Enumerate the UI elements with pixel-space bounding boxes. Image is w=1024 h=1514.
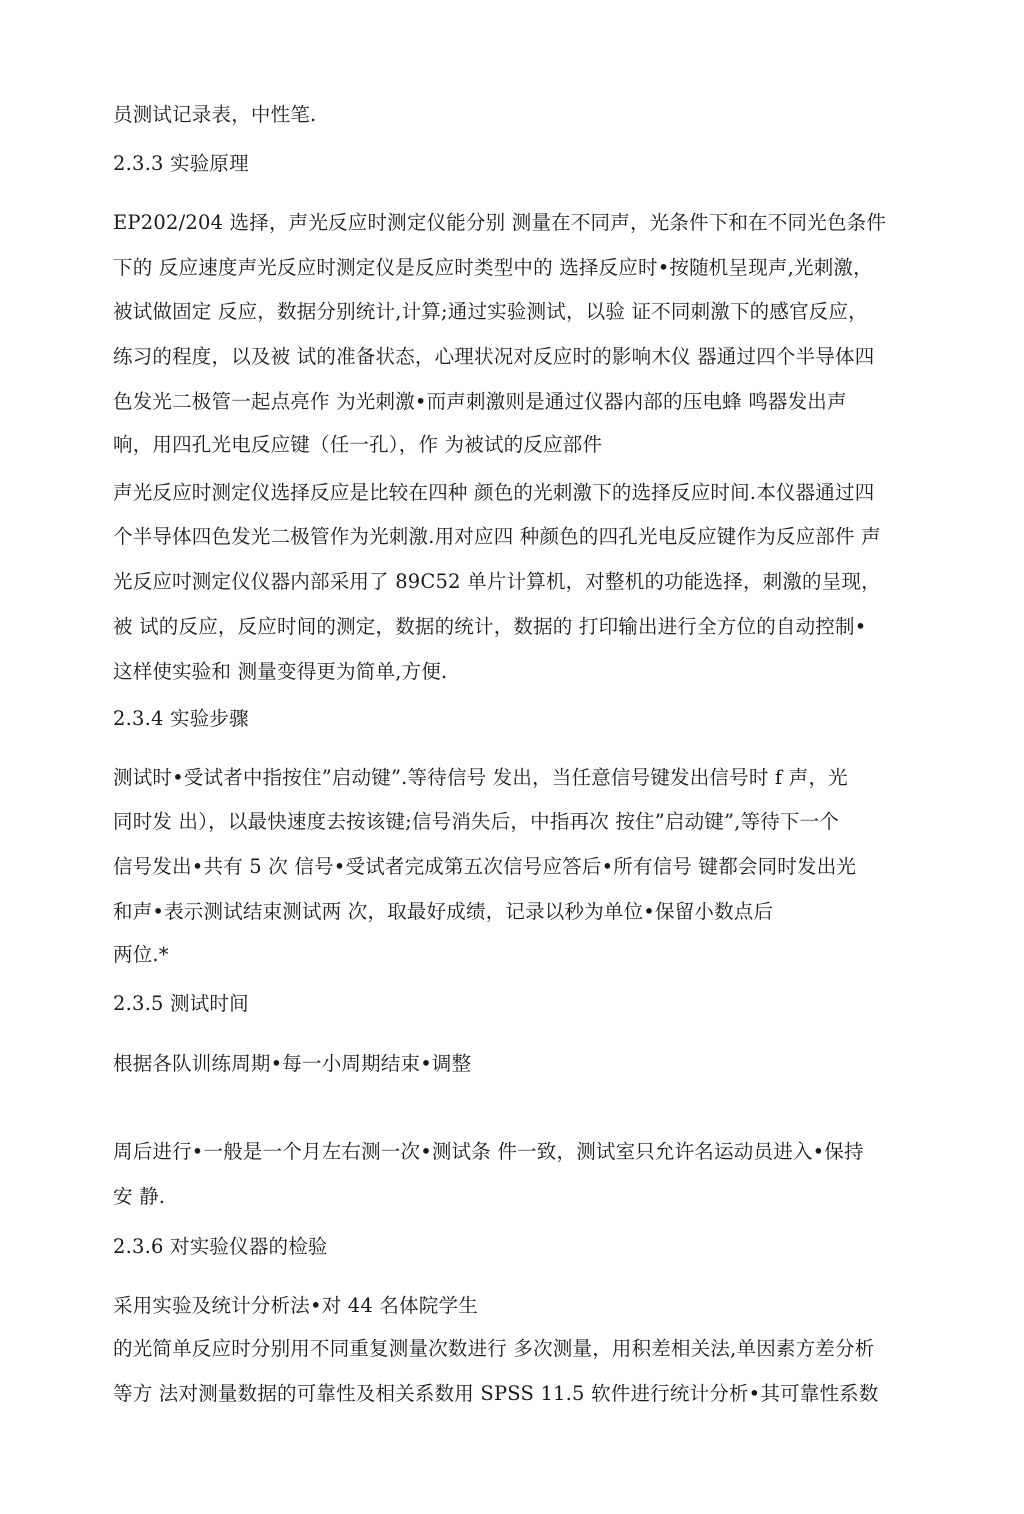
text-line: 声光反应时测定仪选择反应是比较在四种 颜色的光刺激下的选择反应时间.本仪器通过四 xyxy=(113,481,875,504)
text-line: 这样使实验和 测量变得更为简单,方便. xyxy=(113,660,448,683)
text-line: 下的 反应速度声光反应时测定仪是反应时类型中的 选择反应时•按随机呈现声,光刺激， xyxy=(113,256,873,279)
text-line: 周后进行•一般是一个月左右测一次•测试条 件一致，测试室只允许名运动员进入•保持 xyxy=(113,1140,864,1163)
section-heading: 2.3.3 实验原理 xyxy=(113,152,249,175)
text-line: 光反应吋测定仪仪器内部采用了 89C52 单片计算机，对整机的功能选择，刺激的呈现， xyxy=(113,570,881,593)
text-line: 根据各队训练周期•每一小周期结束•调整 xyxy=(113,1052,472,1075)
text-line: EP202/204 选择，声光反应时测定仪能分别 测量在不同声，光条件下和在不同光色条件 xyxy=(113,211,887,234)
text-line: 采用实验及统计分析法•对 44 名体院学生 xyxy=(113,1294,478,1317)
text-line: 信号发出•共有 5 次 信号•受试者完成第五次信号应答后•所有信号 键都会同时发出光 xyxy=(113,855,857,878)
text-line: 两位.* xyxy=(113,943,169,966)
text-line: 响，用四孔光电反应键（任一孔），作 为被试的反应部件 xyxy=(113,433,603,456)
text-line: 和声•表示测试结束测试两 次，取最好成绩，记录以秒为单位•保留小数点后 xyxy=(113,900,774,923)
text-line: 安 静. xyxy=(113,1185,166,1208)
text-line: 色发光二极管一起点亮作 为光刺激•而声刺激则是通过仪器内部的压电蜂 鸣器发出声 xyxy=(113,390,847,413)
section-heading: 2.3.4 实验步骤 xyxy=(113,707,249,730)
text-line: 个半导体四色发光二极管作为光刺激.用对应四 种颜色的四孔光电反应键作为反应部件 声 xyxy=(113,525,881,548)
section-heading: 2.3.5 测试时间 xyxy=(113,992,249,1015)
text-line: 同时发 出），以最快速度去按该键;信号消失后，中指再次 按住”启动键”,等待下一个 xyxy=(113,810,840,833)
text-line: 被试做固定 反应，数据分别统计,计算;通过实验测试，以验 证不同刺激下的感官反应， xyxy=(113,300,868,323)
text-line: 等方 法对测量数据的可靠性及相关系数用 SPSS 11.5 软件进行统计分析•其可靠性系数 xyxy=(113,1382,879,1405)
section-heading: 2.3.6 对实验仪器的检验 xyxy=(113,1235,328,1258)
text-line: 被 试的反应，反应时间的测定，数据的统计，数据的 打印输出进行全方位的自动控制• xyxy=(113,615,867,638)
text-line: 员测试记录表，中性笔. xyxy=(113,103,317,126)
text-line: 测试时•受试者中指按住”启动键”.等待信号 发出，当任意信号键发出信号时 f 声，光 xyxy=(113,766,848,789)
text-line: 练习的程度，以及被 试的准备状态，心理状况对反应时的影响木仪 器通过四个半导体四 xyxy=(113,345,875,368)
text-line: 的光简单反应时分别用不同重复测量次数进行 多次测量，用积差相关法,单因素方差分析 xyxy=(113,1337,875,1360)
